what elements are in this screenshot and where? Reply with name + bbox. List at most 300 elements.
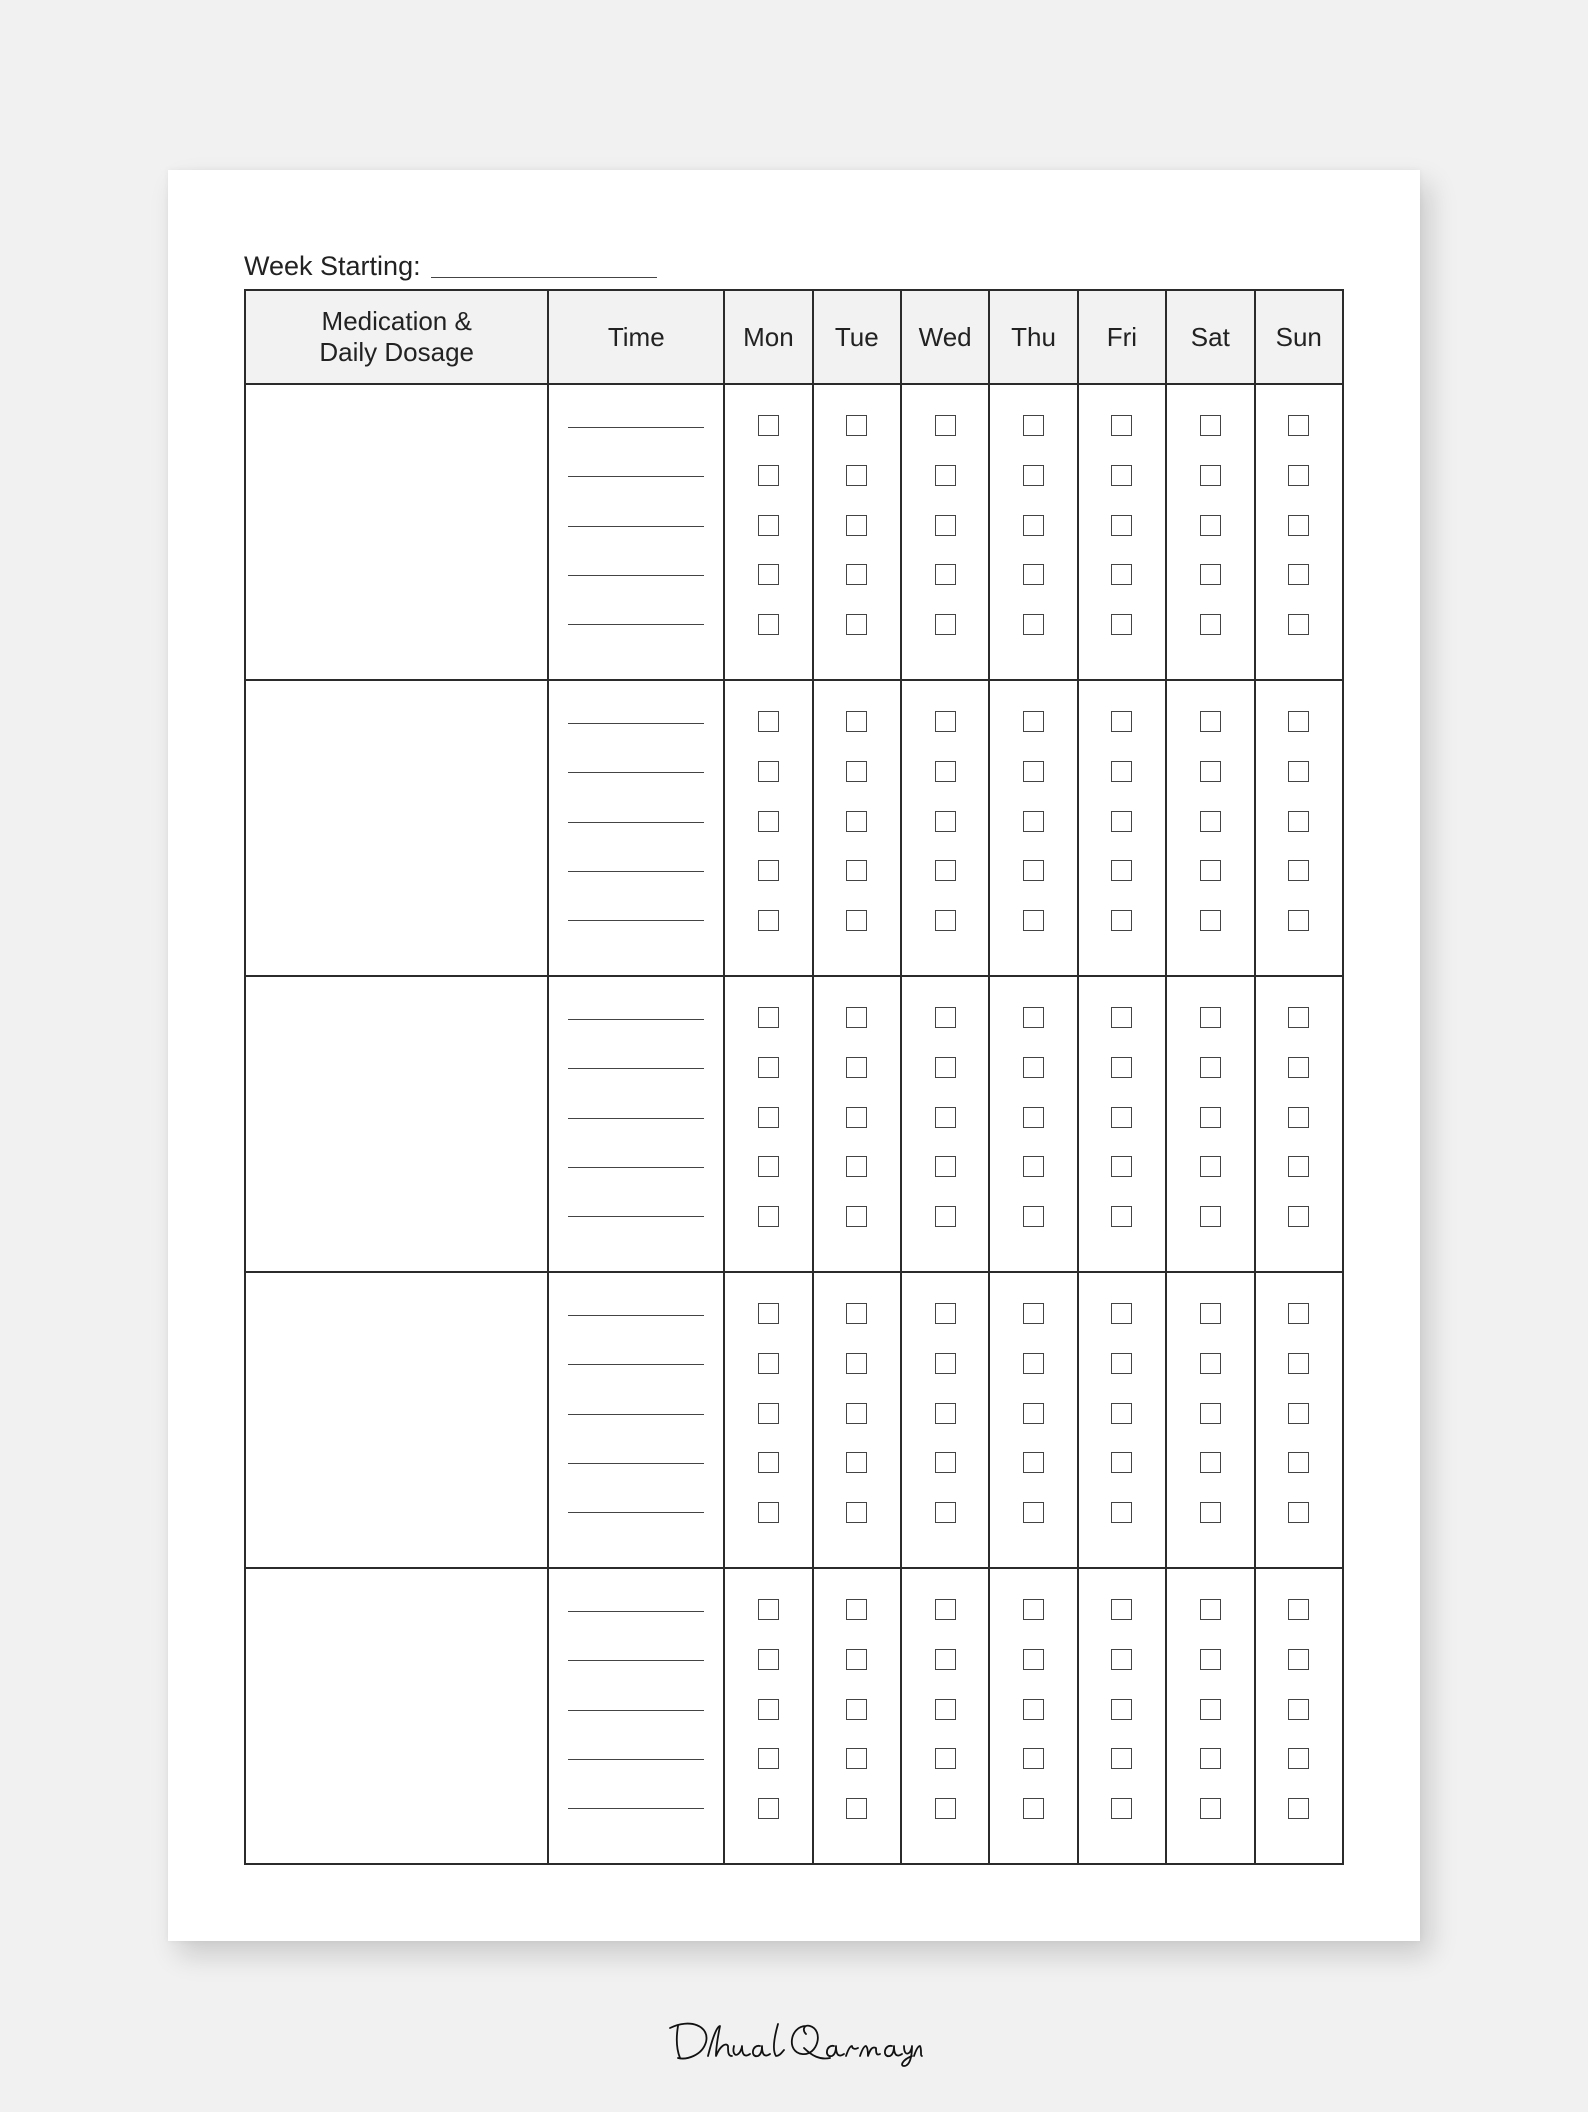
dose-checkbox[interactable] bbox=[758, 811, 779, 832]
day-cell-thu bbox=[989, 1568, 1077, 1864]
checkbox-list bbox=[990, 1569, 1076, 1819]
dose-checkbox[interactable] bbox=[1023, 1353, 1044, 1374]
checkbox-list bbox=[1167, 977, 1253, 1227]
dose-checkbox[interactable] bbox=[935, 1502, 956, 1523]
checkbox-list bbox=[1079, 681, 1165, 931]
dose-checkbox[interactable] bbox=[1111, 1303, 1132, 1324]
dose-checkbox[interactable] bbox=[846, 564, 867, 585]
dose-checkbox[interactable] bbox=[935, 1206, 956, 1227]
time-cell bbox=[548, 680, 724, 976]
checkbox-list bbox=[902, 385, 988, 635]
medication-table bbox=[244, 289, 1344, 1865]
time-cell bbox=[548, 1568, 724, 1864]
dose-checkbox[interactable] bbox=[1200, 1007, 1221, 1028]
time-blank-line[interactable] bbox=[568, 1759, 704, 1760]
time-blank-line[interactable] bbox=[568, 1019, 704, 1020]
time-blank-line[interactable] bbox=[568, 476, 704, 477]
time-blank-line[interactable] bbox=[568, 624, 704, 625]
dose-checkbox[interactable] bbox=[758, 1303, 779, 1324]
dose-checkbox[interactable] bbox=[1288, 1107, 1309, 1128]
dose-checkbox[interactable] bbox=[1288, 1353, 1309, 1374]
dose-checkbox[interactable] bbox=[1288, 415, 1309, 436]
dose-checkbox[interactable] bbox=[935, 1403, 956, 1424]
time-blank-line[interactable] bbox=[568, 871, 704, 872]
dose-checkbox[interactable] bbox=[1200, 1156, 1221, 1177]
dose-checkbox[interactable] bbox=[1200, 761, 1221, 782]
day-cell-sat bbox=[1166, 384, 1254, 680]
dose-checkbox[interactable] bbox=[935, 415, 956, 436]
day-cell-thu bbox=[989, 384, 1077, 680]
dose-checkbox[interactable] bbox=[1288, 1206, 1309, 1227]
dose-checkbox[interactable] bbox=[1111, 415, 1132, 436]
day-cell-fri bbox=[1078, 976, 1166, 1272]
dose-checkbox[interactable] bbox=[1111, 1502, 1132, 1523]
dose-checkbox[interactable] bbox=[1111, 1699, 1132, 1720]
time-blank-line[interactable] bbox=[568, 427, 704, 428]
dose-checkbox[interactable] bbox=[846, 1107, 867, 1128]
dose-checkbox[interactable] bbox=[1200, 1452, 1221, 1473]
time-blank-line[interactable] bbox=[568, 1364, 704, 1365]
time-cell bbox=[548, 1272, 724, 1568]
day-cell-mon bbox=[724, 680, 812, 976]
dose-checkbox[interactable] bbox=[935, 910, 956, 931]
medication-block-row bbox=[245, 976, 1343, 1272]
dose-checkbox[interactable] bbox=[1200, 1599, 1221, 1620]
dose-checkbox[interactable] bbox=[935, 1303, 956, 1324]
dose-checkbox[interactable] bbox=[1111, 711, 1132, 732]
dose-checkbox[interactable] bbox=[1023, 614, 1044, 635]
dose-checkbox[interactable] bbox=[758, 465, 779, 486]
header-time: Time bbox=[548, 290, 724, 384]
checkbox-list bbox=[990, 1273, 1076, 1523]
dose-checkbox[interactable] bbox=[1288, 1303, 1309, 1324]
dose-checkbox[interactable] bbox=[935, 1107, 956, 1128]
dose-checkbox[interactable] bbox=[1023, 515, 1044, 536]
dose-checkbox[interactable] bbox=[758, 1452, 779, 1473]
day-cell-tue bbox=[813, 1568, 901, 1864]
time-blank-line[interactable] bbox=[568, 822, 704, 823]
time-blank-line[interactable] bbox=[568, 920, 704, 921]
dose-checkbox[interactable] bbox=[846, 1748, 867, 1769]
medication-block-row bbox=[245, 384, 1343, 680]
signature-watermark bbox=[0, 2012, 1588, 2073]
dose-checkbox[interactable] bbox=[1023, 465, 1044, 486]
checkbox-list bbox=[814, 681, 900, 931]
time-slot-list bbox=[549, 681, 723, 921]
time-blank-line[interactable] bbox=[568, 1808, 704, 1809]
dose-checkbox[interactable] bbox=[1288, 1057, 1309, 1078]
dose-checkbox[interactable] bbox=[935, 860, 956, 881]
header-day-mon: Mon bbox=[724, 290, 812, 384]
checkbox-list bbox=[990, 681, 1076, 931]
dose-checkbox[interactable] bbox=[1111, 1206, 1132, 1227]
dose-checkbox[interactable] bbox=[935, 761, 956, 782]
time-blank-line[interactable] bbox=[568, 1611, 704, 1612]
time-blank-line[interactable] bbox=[568, 1660, 704, 1661]
time-blank-line[interactable] bbox=[568, 575, 704, 576]
day-cell-sat bbox=[1166, 1272, 1254, 1568]
dose-checkbox[interactable] bbox=[1288, 711, 1309, 732]
day-cell-tue bbox=[813, 680, 901, 976]
checkbox-list bbox=[990, 385, 1076, 635]
dose-checkbox[interactable] bbox=[1200, 564, 1221, 585]
checkbox-list bbox=[1167, 1569, 1253, 1819]
time-blank-line[interactable] bbox=[568, 1315, 704, 1316]
day-cell-fri bbox=[1078, 1568, 1166, 1864]
day-cell-sat bbox=[1166, 680, 1254, 976]
time-slot-list bbox=[549, 385, 723, 625]
dose-checkbox[interactable] bbox=[1200, 1502, 1221, 1523]
checkbox-list bbox=[725, 1273, 811, 1523]
checkbox-list bbox=[902, 1569, 988, 1819]
day-cell-thu bbox=[989, 976, 1077, 1272]
dose-checkbox[interactable] bbox=[758, 1403, 779, 1424]
dose-checkbox[interactable] bbox=[935, 1748, 956, 1769]
dose-checkbox[interactable] bbox=[758, 415, 779, 436]
dose-checkbox[interactable] bbox=[758, 1057, 779, 1078]
dose-checkbox[interactable] bbox=[1023, 1452, 1044, 1473]
dose-checkbox[interactable] bbox=[1111, 564, 1132, 585]
checkbox-list bbox=[725, 681, 811, 931]
dose-checkbox[interactable] bbox=[846, 1699, 867, 1720]
dose-checkbox[interactable] bbox=[935, 1057, 956, 1078]
dose-checkbox[interactable] bbox=[1200, 1206, 1221, 1227]
dose-checkbox[interactable] bbox=[758, 1007, 779, 1028]
checkbox-list bbox=[725, 977, 811, 1227]
dose-checkbox[interactable] bbox=[1111, 860, 1132, 881]
dose-checkbox[interactable] bbox=[1111, 1403, 1132, 1424]
dose-checkbox[interactable] bbox=[1288, 811, 1309, 832]
time-blank-line[interactable] bbox=[568, 723, 704, 724]
dose-checkbox[interactable] bbox=[1023, 1502, 1044, 1523]
dose-checkbox[interactable] bbox=[846, 811, 867, 832]
dose-checkbox[interactable] bbox=[1200, 860, 1221, 881]
week-starting-blank-line[interactable] bbox=[431, 277, 657, 278]
dose-checkbox[interactable] bbox=[846, 1353, 867, 1374]
dose-checkbox[interactable] bbox=[935, 515, 956, 536]
dose-checkbox[interactable] bbox=[758, 614, 779, 635]
dose-checkbox[interactable] bbox=[846, 1502, 867, 1523]
dose-checkbox[interactable] bbox=[1023, 811, 1044, 832]
checkbox-list bbox=[1079, 1273, 1165, 1523]
dose-checkbox[interactable] bbox=[1023, 1798, 1044, 1819]
checkbox-list bbox=[1079, 385, 1165, 635]
dose-checkbox[interactable] bbox=[1200, 1649, 1221, 1670]
dose-checkbox[interactable] bbox=[758, 1502, 779, 1523]
dose-checkbox[interactable] bbox=[1111, 1649, 1132, 1670]
dose-checkbox[interactable] bbox=[1200, 465, 1221, 486]
dose-checkbox[interactable] bbox=[935, 1699, 956, 1720]
dose-checkbox[interactable] bbox=[1023, 1699, 1044, 1720]
day-cell-wed bbox=[901, 976, 989, 1272]
checkbox-list bbox=[902, 977, 988, 1227]
dose-checkbox[interactable] bbox=[1288, 614, 1309, 635]
checkbox-list bbox=[1256, 977, 1342, 1227]
dose-checkbox[interactable] bbox=[1288, 1156, 1309, 1177]
checkbox-list bbox=[814, 977, 900, 1227]
day-cell-fri bbox=[1078, 680, 1166, 976]
dose-checkbox[interactable] bbox=[846, 1649, 867, 1670]
checkbox-list bbox=[1167, 385, 1253, 635]
day-cell-wed bbox=[901, 1568, 989, 1864]
dose-checkbox[interactable] bbox=[1023, 1156, 1044, 1177]
day-cell-tue bbox=[813, 1272, 901, 1568]
medication-block-row bbox=[245, 680, 1343, 976]
time-blank-line[interactable] bbox=[568, 1414, 704, 1415]
dose-checkbox[interactable] bbox=[1288, 1748, 1309, 1769]
dose-checkbox[interactable] bbox=[1200, 515, 1221, 536]
medication-dosage-cell[interactable] bbox=[245, 680, 548, 976]
time-slot-list bbox=[549, 1273, 723, 1513]
dose-checkbox[interactable] bbox=[1200, 910, 1221, 931]
time-blank-line[interactable] bbox=[568, 526, 704, 527]
time-blank-line[interactable] bbox=[568, 1512, 704, 1513]
medication-dosage-cell[interactable] bbox=[245, 1272, 548, 1568]
dose-checkbox[interactable] bbox=[846, 1599, 867, 1620]
time-slot-list bbox=[549, 1569, 723, 1809]
time-blank-line[interactable] bbox=[568, 1068, 704, 1069]
day-cell-sun bbox=[1255, 1568, 1343, 1864]
dose-checkbox[interactable] bbox=[1200, 1798, 1221, 1819]
dose-checkbox[interactable] bbox=[846, 910, 867, 931]
dose-checkbox[interactable] bbox=[758, 761, 779, 782]
time-blank-line[interactable] bbox=[568, 1463, 704, 1464]
dose-checkbox[interactable] bbox=[935, 811, 956, 832]
dose-checkbox[interactable] bbox=[1200, 1403, 1221, 1424]
dose-checkbox[interactable] bbox=[758, 860, 779, 881]
dose-checkbox[interactable] bbox=[1288, 910, 1309, 931]
dose-checkbox[interactable] bbox=[1023, 860, 1044, 881]
dose-checkbox[interactable] bbox=[1288, 1699, 1309, 1720]
dose-checkbox[interactable] bbox=[1023, 564, 1044, 585]
time-slot-list bbox=[549, 977, 723, 1217]
week-starting-row bbox=[244, 242, 657, 282]
dose-checkbox[interactable] bbox=[935, 465, 956, 486]
dose-checkbox[interactable] bbox=[758, 515, 779, 536]
dose-checkbox[interactable] bbox=[1023, 910, 1044, 931]
header-medication-line2: Daily Dosage bbox=[319, 337, 474, 367]
dose-checkbox[interactable] bbox=[1200, 1057, 1221, 1078]
medication-block-row bbox=[245, 1568, 1343, 1864]
dose-checkbox[interactable] bbox=[1288, 761, 1309, 782]
dose-checkbox[interactable] bbox=[1023, 1599, 1044, 1620]
time-blank-line[interactable] bbox=[568, 772, 704, 773]
checkbox-list bbox=[1079, 977, 1165, 1227]
header-day-wed: Wed bbox=[901, 290, 989, 384]
dose-checkbox[interactable] bbox=[935, 1353, 956, 1374]
dose-checkbox[interactable] bbox=[1111, 910, 1132, 931]
time-blank-line[interactable] bbox=[568, 1118, 704, 1119]
checkbox-list bbox=[990, 977, 1076, 1227]
dose-checkbox[interactable] bbox=[1288, 1798, 1309, 1819]
dose-checkbox[interactable] bbox=[846, 711, 867, 732]
dose-checkbox[interactable] bbox=[1023, 1206, 1044, 1227]
dose-checkbox[interactable] bbox=[846, 465, 867, 486]
dose-checkbox[interactable] bbox=[1111, 465, 1132, 486]
dose-checkbox[interactable] bbox=[846, 1303, 867, 1324]
day-cell-mon bbox=[724, 384, 812, 680]
dose-checkbox[interactable] bbox=[1200, 711, 1221, 732]
dose-checkbox[interactable] bbox=[1023, 761, 1044, 782]
time-cell bbox=[548, 384, 724, 680]
dose-checkbox[interactable] bbox=[1023, 711, 1044, 732]
dose-checkbox[interactable] bbox=[1200, 1699, 1221, 1720]
dose-checkbox[interactable] bbox=[935, 564, 956, 585]
day-cell-wed bbox=[901, 680, 989, 976]
dose-checkbox[interactable] bbox=[1023, 1748, 1044, 1769]
day-cell-thu bbox=[989, 1272, 1077, 1568]
medication-block-row bbox=[245, 1272, 1343, 1568]
dose-checkbox[interactable] bbox=[1200, 1748, 1221, 1769]
medication-dosage-cell[interactable] bbox=[245, 1568, 548, 1864]
dose-checkbox[interactable] bbox=[758, 1649, 779, 1670]
dose-checkbox[interactable] bbox=[1111, 761, 1132, 782]
day-cell-tue bbox=[813, 384, 901, 680]
planner-sheet bbox=[168, 170, 1420, 1941]
dose-checkbox[interactable] bbox=[846, 860, 867, 881]
dose-checkbox[interactable] bbox=[1288, 465, 1309, 486]
header-day-thu: Thu bbox=[989, 290, 1077, 384]
dose-checkbox[interactable] bbox=[935, 1452, 956, 1473]
day-cell-mon bbox=[724, 1568, 812, 1864]
day-cell-mon bbox=[724, 1272, 812, 1568]
dose-checkbox[interactable] bbox=[846, 761, 867, 782]
dose-checkbox[interactable] bbox=[1023, 1107, 1044, 1128]
day-cell-wed bbox=[901, 1272, 989, 1568]
dose-checkbox[interactable] bbox=[1111, 1353, 1132, 1374]
dose-checkbox[interactable] bbox=[935, 614, 956, 635]
dose-checkbox[interactable] bbox=[758, 1156, 779, 1177]
dose-checkbox[interactable] bbox=[1200, 811, 1221, 832]
dose-checkbox[interactable] bbox=[935, 1649, 956, 1670]
header-day-sun: Sun bbox=[1255, 290, 1343, 384]
dose-checkbox[interactable] bbox=[935, 1007, 956, 1028]
dose-checkbox[interactable] bbox=[758, 711, 779, 732]
day-cell-tue bbox=[813, 976, 901, 1272]
dose-checkbox[interactable] bbox=[1111, 1007, 1132, 1028]
dose-checkbox[interactable] bbox=[846, 1403, 867, 1424]
checkbox-list bbox=[1256, 385, 1342, 635]
day-cell-wed bbox=[901, 384, 989, 680]
dose-checkbox[interactable] bbox=[846, 1798, 867, 1819]
dose-checkbox[interactable] bbox=[1288, 1007, 1309, 1028]
dose-checkbox[interactable] bbox=[1111, 1798, 1132, 1819]
time-blank-line[interactable] bbox=[568, 1216, 704, 1217]
dose-checkbox[interactable] bbox=[1111, 1057, 1132, 1078]
dose-checkbox[interactable] bbox=[1288, 1452, 1309, 1473]
dose-checkbox[interactable] bbox=[1288, 1649, 1309, 1670]
dose-checkbox[interactable] bbox=[846, 614, 867, 635]
dose-checkbox[interactable] bbox=[1023, 1649, 1044, 1670]
day-cell-thu bbox=[989, 680, 1077, 976]
checkbox-list bbox=[1256, 681, 1342, 931]
dose-checkbox[interactable] bbox=[1200, 1353, 1221, 1374]
day-cell-sun bbox=[1255, 1272, 1343, 1568]
medication-table-body bbox=[245, 384, 1343, 1864]
dose-checkbox[interactable] bbox=[846, 415, 867, 436]
dose-checkbox[interactable] bbox=[1200, 1107, 1221, 1128]
dose-checkbox[interactable] bbox=[935, 711, 956, 732]
dose-checkbox[interactable] bbox=[1111, 1452, 1132, 1473]
checkbox-list bbox=[1167, 681, 1253, 931]
dose-checkbox[interactable] bbox=[1023, 1303, 1044, 1324]
dose-checkbox[interactable] bbox=[1200, 1303, 1221, 1324]
dose-checkbox[interactable] bbox=[1200, 614, 1221, 635]
dose-checkbox[interactable] bbox=[1288, 515, 1309, 536]
table-header-row bbox=[245, 290, 1343, 384]
day-cell-sat bbox=[1166, 976, 1254, 1272]
dose-checkbox[interactable] bbox=[846, 1057, 867, 1078]
dose-checkbox[interactable] bbox=[1023, 1057, 1044, 1078]
checkbox-list bbox=[814, 1273, 900, 1523]
checkbox-list bbox=[814, 1569, 900, 1819]
medication-dosage-cell[interactable] bbox=[245, 384, 548, 680]
dose-checkbox[interactable] bbox=[1111, 1156, 1132, 1177]
dose-checkbox[interactable] bbox=[846, 1206, 867, 1227]
dose-checkbox[interactable] bbox=[1111, 1599, 1132, 1620]
dose-checkbox[interactable] bbox=[1288, 564, 1309, 585]
dose-checkbox[interactable] bbox=[846, 1452, 867, 1473]
dose-checkbox[interactable] bbox=[1288, 1599, 1309, 1620]
dose-checkbox[interactable] bbox=[1023, 1403, 1044, 1424]
dose-checkbox[interactable] bbox=[758, 1748, 779, 1769]
dose-checkbox[interactable] bbox=[1111, 614, 1132, 635]
week-starting-label: Week Starting: bbox=[244, 251, 421, 281]
dose-checkbox[interactable] bbox=[1023, 1007, 1044, 1028]
day-cell-mon bbox=[724, 976, 812, 1272]
dose-checkbox[interactable] bbox=[758, 1353, 779, 1374]
day-cell-sun bbox=[1255, 976, 1343, 1272]
checkbox-list bbox=[1167, 1273, 1253, 1523]
dose-checkbox[interactable] bbox=[758, 564, 779, 585]
dose-checkbox[interactable] bbox=[935, 1156, 956, 1177]
dose-checkbox[interactable] bbox=[1111, 1748, 1132, 1769]
header-day-sat: Sat bbox=[1166, 290, 1254, 384]
dose-checkbox[interactable] bbox=[935, 1599, 956, 1620]
dose-checkbox[interactable] bbox=[758, 1699, 779, 1720]
dose-checkbox[interactable] bbox=[1288, 860, 1309, 881]
dose-checkbox[interactable] bbox=[1111, 1107, 1132, 1128]
dose-checkbox[interactable] bbox=[1288, 1502, 1309, 1523]
dose-checkbox[interactable] bbox=[758, 1107, 779, 1128]
checkbox-list bbox=[1256, 1569, 1342, 1819]
dose-checkbox[interactable] bbox=[1200, 415, 1221, 436]
dose-checkbox[interactable] bbox=[758, 1206, 779, 1227]
dose-checkbox[interactable] bbox=[1023, 415, 1044, 436]
checkbox-list bbox=[1256, 1273, 1342, 1523]
day-cell-fri bbox=[1078, 1272, 1166, 1568]
dose-checkbox[interactable] bbox=[1111, 515, 1132, 536]
dose-checkbox[interactable] bbox=[846, 1156, 867, 1177]
day-cell-fri bbox=[1078, 384, 1166, 680]
medication-dosage-cell[interactable] bbox=[245, 976, 548, 1272]
dose-checkbox[interactable] bbox=[935, 1798, 956, 1819]
dose-checkbox[interactable] bbox=[846, 515, 867, 536]
dose-checkbox[interactable] bbox=[758, 910, 779, 931]
header-medication-line1: Medication & bbox=[321, 306, 472, 336]
time-blank-line[interactable] bbox=[568, 1167, 704, 1168]
dose-checkbox[interactable] bbox=[758, 1798, 779, 1819]
dose-checkbox[interactable] bbox=[1111, 811, 1132, 832]
header-day-tue: Tue bbox=[813, 290, 901, 384]
day-cell-sun bbox=[1255, 680, 1343, 976]
time-cell bbox=[548, 976, 724, 1272]
dose-checkbox[interactable] bbox=[758, 1599, 779, 1620]
dose-checkbox[interactable] bbox=[1288, 1403, 1309, 1424]
checkbox-list bbox=[1079, 1569, 1165, 1819]
time-blank-line[interactable] bbox=[568, 1710, 704, 1711]
dose-checkbox[interactable] bbox=[846, 1007, 867, 1028]
